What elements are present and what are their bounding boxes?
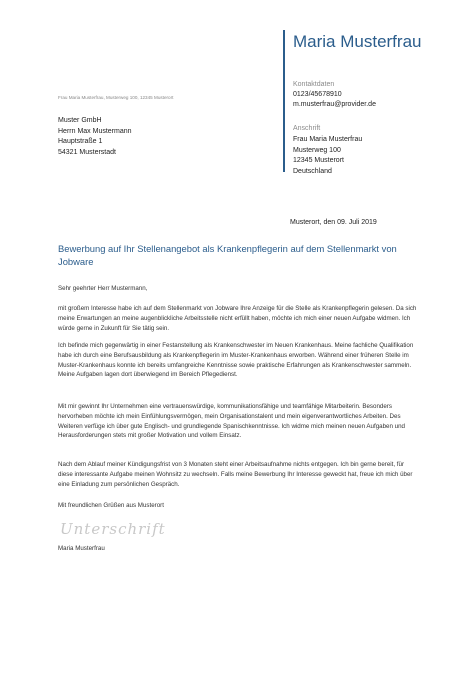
salutation-text: Sehr geehrter Herr Mustermann,: [58, 285, 148, 292]
signer-name: Maria Musterfrau: [58, 545, 105, 552]
address-heading: Anschrift: [293, 125, 321, 132]
sender-phone: 0123/45678910: [293, 91, 342, 98]
recipient-line: Muster GmbH: [58, 117, 102, 124]
header-divider-line: [283, 30, 285, 172]
sender-address: [293, 135, 362, 177]
letter-date: Musterort, den 09. Juli 2019: [290, 219, 377, 226]
paragraph-3: [58, 402, 418, 441]
return-address-line: Frau Maria Musterfrau, Musterweg 100, 12345 Musterort: [58, 95, 174, 100]
recipient-address: [58, 116, 132, 158]
paragraph-4: [58, 460, 418, 489]
contact-heading: Kontaktdaten: [293, 81, 335, 88]
address-line: Deutschland: [293, 167, 332, 175]
recipient-line: Hauptstraße 1: [58, 138, 103, 145]
sender-name: Maria Musterfrau: [293, 32, 422, 51]
paragraph-text: mit großem Interesse habe ich auf dem Stellenmarkt von Jobware Ihre Anzeige für die Stelle als Krankenpflegerin gelesen. Da sich meine Erwartungen an meine augenblickliche Arbeitsstelle nicht erfüllt haben, möchte ich mich einer neuen Aufgabe widmen. Ich würde gerne in Zukunft für Sie tätig sein.: [58, 305, 417, 332]
paragraph-text: Nach dem Ablauf meiner Kündigungsfrist von 3 Monaten steht einer Arbeitsaufnahme nichts entgegen. Ich bin gerne bereit, für diese interessante Aufgabe meinen Wohnsitz zu wechseln. Falls meine Bewerbung Ihr Interesse geweckt hat, freue ich mich über eine Einladung zum persönlichen Gespräch.: [58, 461, 413, 488]
sender-email: m.musterfrau@provider.de: [293, 101, 376, 108]
closing: [58, 501, 418, 511]
signature-image: Unterschrift: [60, 520, 166, 538]
recipient-line: Herrn Max Mustermann: [58, 127, 132, 135]
closing-text: Mit freundlichen Grüßen aus Musterort: [58, 502, 164, 509]
address-line: Musterweg 100: [293, 146, 341, 154]
address-line: 12345 Musterort: [293, 157, 344, 164]
paragraph-1: [58, 304, 418, 333]
paragraph-text: Ich befinde mich gegenwärtig in einer Festanstellung als Krankenschwester im Neuen Krankenhaus. Meine fachliche Qualifikation habe ich durch eine Berufsausbildung als Krankenpflegerin im Muster-Krankenhaus erworben. Während einer früheren Stelle im Muster-Krankenhaus konnte ich bereits umfangreiche Kenntnisse sowie praktische Erfahrungen als Krankenschwester sammeln. Meine Aufgaben lagen dort überwiegend im Bereich Pflegedienst.: [58, 342, 414, 379]
paragraph-text: Mit mir gewinnt Ihr Unternehmen eine vertrauenswürdige, kommunikationsfähige und teamfähige Mitarbeiterin. Besonders hervorheben möchte ich mein Einfühlungsvermögen, mein Organisationstalent und mein eigenverantwortliches Arbeiten. Des Weiteren verfüge ich über gute Englisch- und grundlegende Spanischkenntnisse. Ich widme mich meinen neuen Aufgaben und Herausforderungen stets mit großer Motivation und vollem Einsatz.: [58, 403, 405, 440]
paragraph-2: [58, 341, 418, 380]
salutation: [58, 284, 418, 294]
letter-subject: Bewerbung auf Ihr Stellenangebot als Krankenpflegerin auf dem Stellenmarkt von Jobware: [58, 243, 397, 267]
address-line: Frau Maria Musterfrau: [293, 136, 363, 143]
recipient-line: 54321 Musterstadt: [58, 148, 116, 156]
